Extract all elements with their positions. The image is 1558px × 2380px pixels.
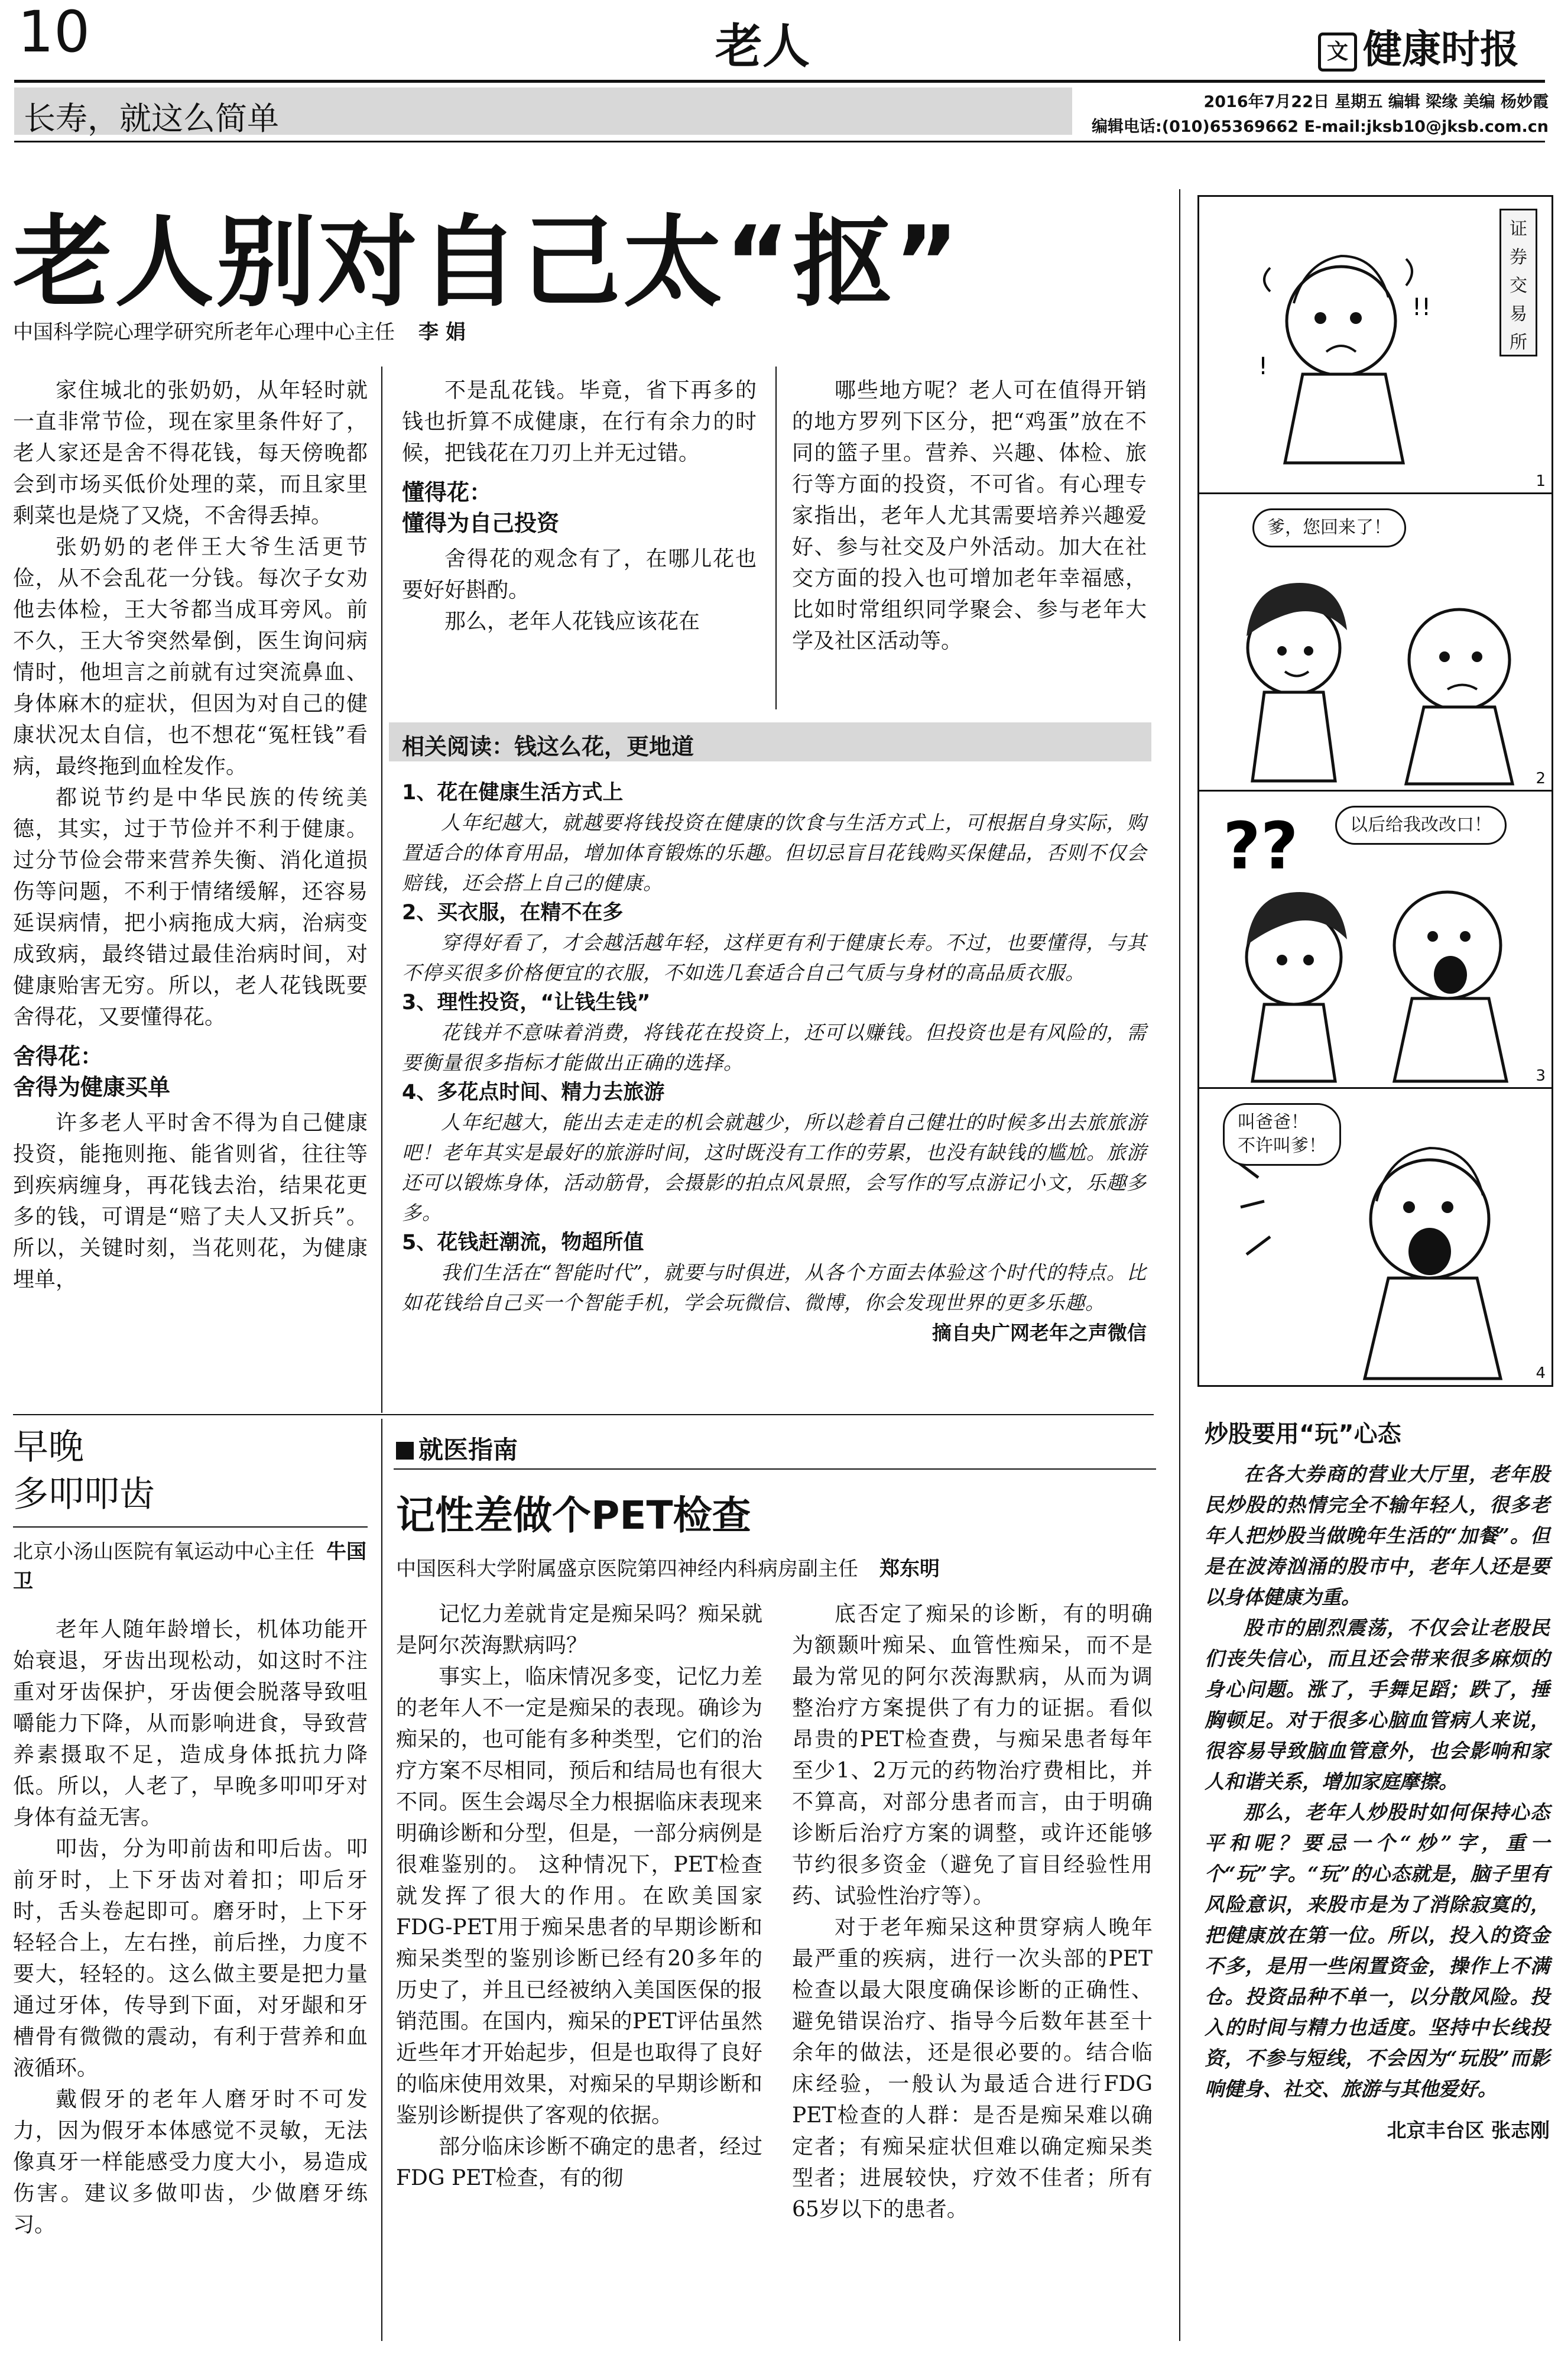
paragraph: 不是乱花钱。毕竟，省下再多的钱也折算不成健康，在行有余力的时候，把钱花在刀刃上并无过错。 xyxy=(402,378,757,465)
panel-number: 2 xyxy=(1536,770,1546,787)
pet-title: 记性差做个PET检查 xyxy=(396,1493,751,1538)
header-rule-bottom xyxy=(14,141,1545,142)
speech-bubble: 叫爸爸！ 不许叫爹！ xyxy=(1223,1103,1341,1166)
paragraph: 在各大券商的营业大厅里，老年股民炒股的热情完全不输年轻人，很多老年人把炒股当做晚年生活的“加餐”。但是在波涛汹涌的股市中，老年人还是要以身体健康为重。 xyxy=(1205,1463,1550,1609)
paragraph: 张奶奶的老伴王大爷生活更节俭，从不会乱花一分钱。每次子女劝他去体检，王大爷都当成耳旁风。前不久，王大爷突然晕倒，医生询问病情时，他坦言之前就有过突流鼻血、身体麻木的症状，但因为对自己的健康状况太自信，也不想花“冤枉钱”看病，最终拖到血栓发作。 xyxy=(13,535,368,779)
byline-author: 李 娟 xyxy=(418,320,466,344)
teeth-byline: 北京小汤山医院有氧运动中心主任 牛国卫 xyxy=(13,1540,366,1593)
comic-panel-1 xyxy=(1199,197,1551,494)
paragraph: 事实上，临床情况多变，记忆力差的老年人不一定是痴呆的表现。确诊为痴呆的，也可能有多种类型，它们的治疗方案不尽相同，预后和结局也有很大不同。医生会竭尽全力根据临床表现来明确诊断和分型，但是，一部分病例是很难鉴别的。 这种情况下，PET检查就发挥了很大的作用。在欧美国家FDG-PET用于痴呆患者的早期诊断和痴呆类型的鉴别诊断已经有20多年的历史了，并且已经被纳入美国医保的报销范围。在国内，痴呆的PET评估虽然近些年才开始起步，但是也取得了良好的临床使用效果，对痴呆的早期诊断和鉴别诊断提供了客观的依据。 xyxy=(396,1665,762,2128)
main-col-2 xyxy=(402,375,757,637)
stock-signature: 北京丰台区 张志刚 xyxy=(1387,2119,1550,2142)
paragraph: 哪些地方呢？老人可在值得开销的地方罗列下区分，把“鸡蛋”放在不同的篮子里。营养、兴趣、体检、旅行等方面的投资，不可省。有心理专家指出，老年人尤其需要培养兴趣爱好、参与社交及户外活动。加大在社交方面的投入也可增加老年幸福感，比如时常组织同学聚会、参与老年大学及社区活动等。 xyxy=(792,378,1147,653)
header-rule xyxy=(14,80,1545,83)
list-item: 3、理性投资，“让钱生钱” 花钱并不意味着消费，将钱花在投资上，还可以赚钱。但投资也是有风险的，需要衡量很多指标才能做出正确的选择。 xyxy=(402,991,1147,1074)
speech-bubble: 爹，您回来了！ xyxy=(1252,508,1406,547)
old-man-dizzy-icon xyxy=(1199,197,1551,492)
main-byline xyxy=(13,316,466,345)
comic-panel-4 xyxy=(1199,1089,1551,1384)
list-item: 2、买衣服，在精不在多 穿得好看了，才会越活越年轻，这样更有利于健康长寿。不过，也要懂得，与其不停买很多价格便宜的衣服，不如选几套适合自己气质与身材的高品质衣服。 xyxy=(402,901,1147,984)
paragraph: 底否定了痴呆的诊断，有的明确为额颞叶痴呆、血管性痴呆，而不是最为常见的阿尔茨海默病，从而为调整治疗方案提供了有力的证据。看似昂贵的PET检查费，与痴呆患者每年至少1、2万元的药物治疗费相比，并不算高，对部分患者而言，由于明确诊断后治疗方案的调整，或许还能够节约很多资金（避免了盲目经验性用药、试验性治疗等）。 xyxy=(792,1602,1153,1908)
pet-col-1 xyxy=(396,1598,762,2194)
page-number: 10 xyxy=(18,0,90,65)
paragraph: 股市的剧烈震荡，不仅会让老股民们丧失信心，而且还会带来很多麻烦的身心问题。涨了，手舞足蹈；跌了，捶胸顿足。对于很多心脑血管病人来说，很容易导致脑血管意外，也会影响和家人和谐关系，增加家庭摩擦。 xyxy=(1205,1616,1550,1793)
square-bullet-icon xyxy=(396,1442,414,1460)
list-item: 1、花在健康生活方式上 人年纪越大，就越要将钱投资在健康的饮食与生活方式上，可根据自身实际，购置适合的体育用品，增加体育锻炼的乐趣。但切忌盲目花钱购买保健品，否则不仅会赔钱，还会搭上自己的健康。 xyxy=(402,781,1147,894)
paragraph: 都说节约是中华民族的传统美德，其实，过于节俭并不利于健康。过分节俭会带来营养失衡、消化道损伤等问题，不利于情绪缓解，还容易延误病情，把小病拖成大病，治病变成致病，最终错过最佳治病时间，对健康贻害无穷。所以，老人花钱既要舍得花，又要懂得花。 xyxy=(13,786,368,1029)
comic-panel-2 xyxy=(1199,494,1551,792)
paragraph: 对于老年痴呆这种贯穿病人晚年最严重的疾病，进行一次头部的PET检查以最大限度确保诊断的正确性、避免错误治疗、指导今后数年甚至十余年的做法，还是很必要的。结合临床经验，一般认为最适合进行FDG PET检查的人群：是否是痴呆难以确定者；有痴呆症状但难以确定痴呆类型者；进展较快，疗效不佳者；所有65岁以下的患者。 xyxy=(792,1915,1153,2222)
main-col-1 xyxy=(13,375,368,1295)
subheading: 舍得花： 舍得为健康买单 xyxy=(13,1043,171,1100)
main-headline: 老人别对自己太“抠” xyxy=(13,205,962,320)
column-divider xyxy=(381,367,382,1413)
editor-contact: 编辑电话:(010)65369662 E-mail:jksb10@jksb.com.cn xyxy=(1091,118,1549,136)
svg-text:!!: !! xyxy=(1412,294,1432,321)
guide-rule xyxy=(394,1468,1156,1470)
pet-col-2 xyxy=(792,1598,1153,2225)
pet-byline: 中国医科大学附属盛京医院第四神经内科病房副主任 郑东明 xyxy=(396,1557,940,1581)
speech-bubble: 以后给我改改口！ xyxy=(1335,806,1507,845)
panel-number: 1 xyxy=(1536,472,1546,490)
title-rule xyxy=(13,1526,368,1528)
stock-exchange-sign: 证券交易所 xyxy=(1499,209,1537,356)
svg-text:!: ! xyxy=(1258,353,1268,380)
svg-text:??: ?? xyxy=(1223,808,1299,884)
comic-strip xyxy=(1197,195,1553,1387)
issue-date-editors: 2016年7月22日 星期五 编辑 梁缘 美编 杨妙霞 xyxy=(1203,93,1549,111)
teeth-title: 早晚 多叩叩齿 xyxy=(13,1426,155,1515)
paragraph: 那么，老年人花钱应该花在 xyxy=(444,609,700,634)
main-col-3 xyxy=(792,375,1147,657)
paragraph: 舍得花的观念有了，在哪儿花也要好好斟酌。 xyxy=(402,547,757,602)
teeth-body xyxy=(13,1614,368,2240)
paragraph: 部分临床诊断不确定的患者，经过FDG PET检查，有的彻 xyxy=(396,2135,762,2190)
column-divider xyxy=(1179,189,1180,2341)
comic-panel-3 xyxy=(1199,792,1551,1089)
section-slogan: 长寿，就这么简单 xyxy=(24,100,279,137)
logo-mark-icon: 文 xyxy=(1318,33,1357,72)
column-divider xyxy=(775,367,777,709)
subheading: 懂得花： 懂得为自己投资 xyxy=(402,479,560,536)
logo-text: 健康时报 xyxy=(1363,27,1519,72)
related-title: 相关阅读：钱这么花，更地道 xyxy=(402,734,694,760)
related-source: 摘自央广网老年之声微信 xyxy=(932,1321,1147,1344)
paragraph: 叩齿，分为叩前齿和叩后齿。叩前牙时，上下牙齿对着扣；叩后牙时，舌头卷起即可。磨牙时，上下牙轻轻合上，左右挫，前后挫，力度不要大，轻轻的。这么做主要是把力量通过牙体，传导到下面，对牙龈和牙槽骨有微微的震动，有利于营养和血液循环。 xyxy=(13,1837,368,2080)
column-divider xyxy=(381,1419,382,2341)
newspaper-logo xyxy=(1318,18,1519,74)
panel-number: 3 xyxy=(1536,1067,1546,1085)
list-item: 5、花钱赶潮流，物超所值 我们生活在“智能时代”，就要与时俱进，从各个方面去体验这个时代的特点。比如花钱给自己买一个智能手机，学会玩微信、微博，你会发现世界的更多乐趣。 xyxy=(402,1231,1147,1314)
related-list xyxy=(402,778,1147,1348)
panel-number: 4 xyxy=(1536,1364,1546,1382)
section-divider xyxy=(13,1414,1154,1415)
byline-org: 中国科学院心理学研究所老年心理中心主任 xyxy=(13,320,395,344)
paragraph: 戴假牙的老年人磨牙时不可发力，因为假牙本体感觉不灵敏，无法像真牙一样能感受力度大小，易造成伤害。建议多做叩齿，少做磨牙练习。 xyxy=(13,2087,368,2237)
paragraph: 记忆力差就肯定是痴呆吗？痴呆就是阿尔茨海默病吗？ xyxy=(396,1602,762,1658)
paragraph: 家住城北的张奶奶，从年轻时就一直非常节俭，现在家里条件好了，老人家还是舍不得花钱，每天傍晚都会到市场买低价处理的菜，而且家里剩菜也是烧了又烧，不舍得丢掉。 xyxy=(13,378,368,528)
section-title: 老人 xyxy=(715,19,810,74)
stock-title: 炒股要用“玩”心态 xyxy=(1205,1421,1401,1448)
paragraph: 那么，老年人炒股时如何保持心态平和呢？要忌一个“炒”字，重一个“玩”字。“玩”的心态就是，脑子里有风险意识，来股市是为了消除寂寞的，把健康放在第一位。所以，投入的资金不多，是用一些闲置资金，操作上不满仓。投资品种不单一，以分散风险。投入的时间与精力也适度。坚持中长线投资，不参与短线，不会因为“玩股”而影响健身、社交、旅游与其他爱好。 xyxy=(1205,1801,1550,2100)
stock-body xyxy=(1205,1459,1550,2146)
list-item: 4、多花点时间、精力去旅游 人年纪越大，能出去走走的机会就越少，所以趁着自己健壮的时候多出去旅旅游吧！老年其实是最好的旅游时间，这时既没有工作的劳累，也没有缺钱的尴尬。旅游还可以锻炼身体，活动筋骨，会摄影的拍点风景照，会写作的写点游记小文，乐趣多多。 xyxy=(402,1081,1147,1224)
paragraph: 许多老人平时舍不得为自己健康投资，能拖则拖、能省则省，往往等到疾病缠身，再花钱去治，结果花更多的钱，可谓是“赔了夫人又折兵”。所以，关键时刻，当花则花，为健康埋单， xyxy=(13,1111,368,1292)
guide-tag: 就医指南 xyxy=(396,1431,518,1466)
paragraph: 老年人随年龄增长，机体功能开始衰退，牙齿出现松动，如这时不注重对牙齿保护，牙齿便会脱落导致咀嚼能力下降，从而影响进食，导致营养素摄取不足，造成身体抵抗力降低。所以，人老了，早晚多叩叩牙对身体有益无害。 xyxy=(13,1617,368,1830)
